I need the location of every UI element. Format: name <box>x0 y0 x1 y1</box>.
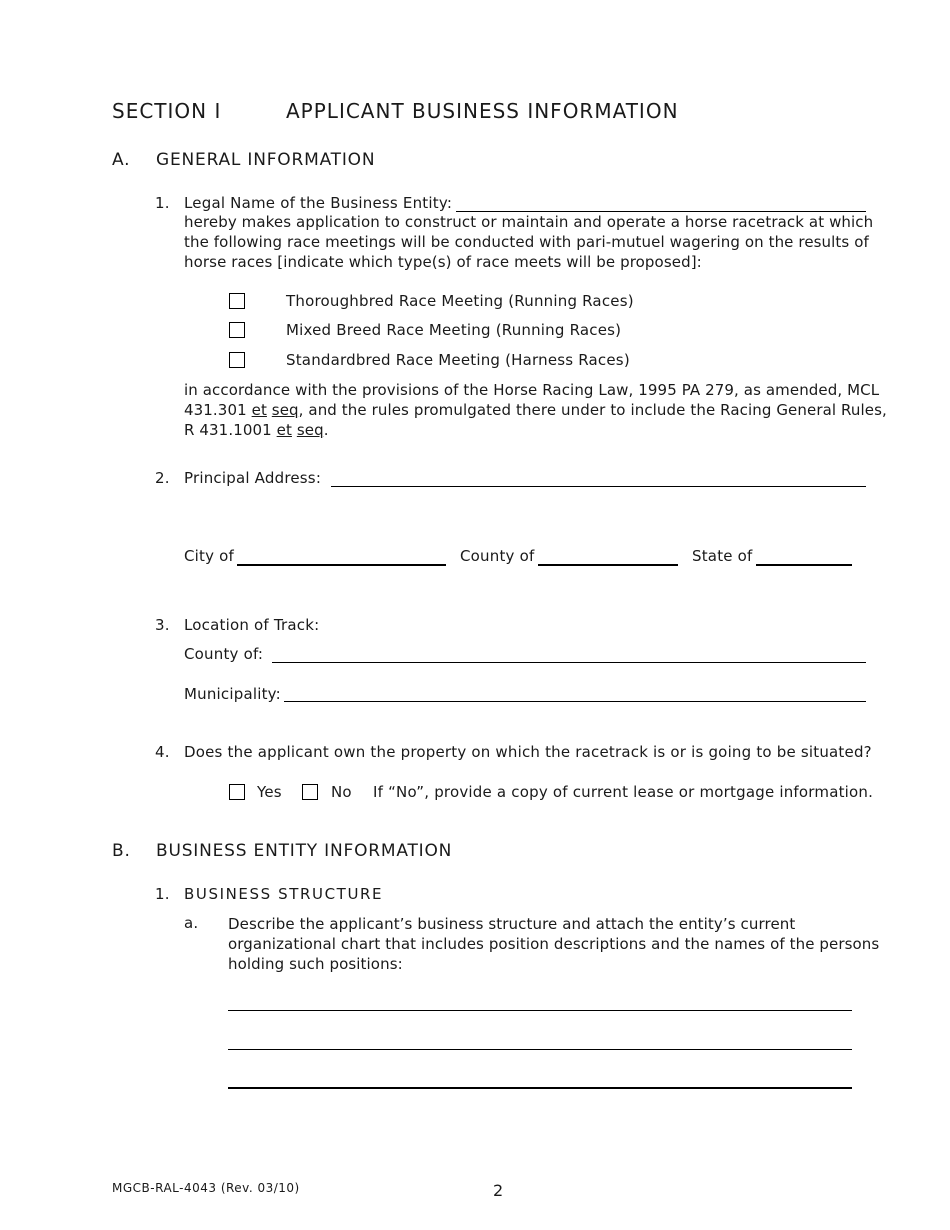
city-label: City of <box>184 547 235 565</box>
section-label: SECTION I <box>112 99 222 123</box>
item4-number: 4. <box>155 743 170 761</box>
yes-label: Yes <box>257 783 282 801</box>
city-field[interactable] <box>237 564 446 566</box>
location-of-track-label: Location of Track: <box>184 616 320 634</box>
part-a-letter: A. <box>112 150 131 170</box>
answer-line[interactable] <box>228 1010 852 1011</box>
standardbred-checkbox[interactable] <box>229 352 245 368</box>
page-number: 2 <box>493 1181 504 1200</box>
legal-name-label: Legal Name of the Business Entity: <box>184 194 453 212</box>
item1-text: hereby makes application to construct or maintain and operate a horse racetrack at which the following race meetings will be conducted with pari-mutuel wagering on the results of horse races [indicate which type(s) of race meets will be proposed]: <box>184 213 874 271</box>
b-item1-number: 1. <box>155 885 170 903</box>
business-structure-instructions: Describe the applicant’s business structure and attach the entity’s current organizational chart that includes position descriptions and the names of the persons holding such positions: <box>228 915 880 973</box>
section-title: APPLICANT BUSINESS INFORMATION <box>286 99 679 123</box>
item3-number: 3. <box>155 616 170 634</box>
item2-number: 2. <box>155 469 170 487</box>
county-field[interactable] <box>538 564 678 566</box>
state-label: State of <box>692 547 753 565</box>
answer-line[interactable] <box>228 1087 852 1089</box>
state-field[interactable] <box>756 564 852 566</box>
item1-number: 1. <box>155 194 170 212</box>
no-checkbox[interactable] <box>302 784 318 800</box>
thoroughbred-checkbox[interactable] <box>229 293 245 309</box>
municipality-label: Municipality: <box>184 685 281 703</box>
track-county-label: County of: <box>184 645 264 663</box>
standardbred-option-label: Standardbred Race Meeting (Harness Races) <box>286 351 630 369</box>
county-label: County of <box>460 547 535 565</box>
property-ownership-question: Does the applicant own the property on which the racetrack is or is going to be situated? <box>184 743 872 761</box>
part-b-title: BUSINESS ENTITY INFORMATION <box>156 841 453 861</box>
sub-a-letter: a. <box>184 914 199 932</box>
track-county-field[interactable] <box>272 662 866 663</box>
lease-note: If “No”, provide a copy of current lease or mortgage information. <box>373 783 874 801</box>
item1-legal-text: in accordance with the provisions of the Horse Racing Law, 1995 PA 279, as amended, MCL 431.301 et seq, and the rules promulgated there under to include the Racing General Rules, R 431.1001 et seq. <box>184 381 887 439</box>
answer-line[interactable] <box>228 1049 852 1050</box>
municipality-field[interactable] <box>284 701 866 702</box>
thoroughbred-option-label: Thoroughbred Race Meeting (Running Races) <box>286 292 634 310</box>
yes-checkbox[interactable] <box>229 784 245 800</box>
mixed-breed-checkbox[interactable] <box>229 322 245 338</box>
part-a-title: GENERAL INFORMATION <box>156 150 376 170</box>
no-label: No <box>331 783 352 801</box>
principal-address-label: Principal Address: <box>184 469 322 487</box>
form-id: MGCB-RAL-4043 (Rev. 03/10) <box>112 1181 300 1195</box>
business-structure-label: BUSINESS STRUCTURE <box>184 885 384 903</box>
mixed-breed-option-label: Mixed Breed Race Meeting (Running Races) <box>286 321 622 339</box>
principal-address-field[interactable] <box>331 486 866 487</box>
part-b-letter: B. <box>112 841 131 861</box>
